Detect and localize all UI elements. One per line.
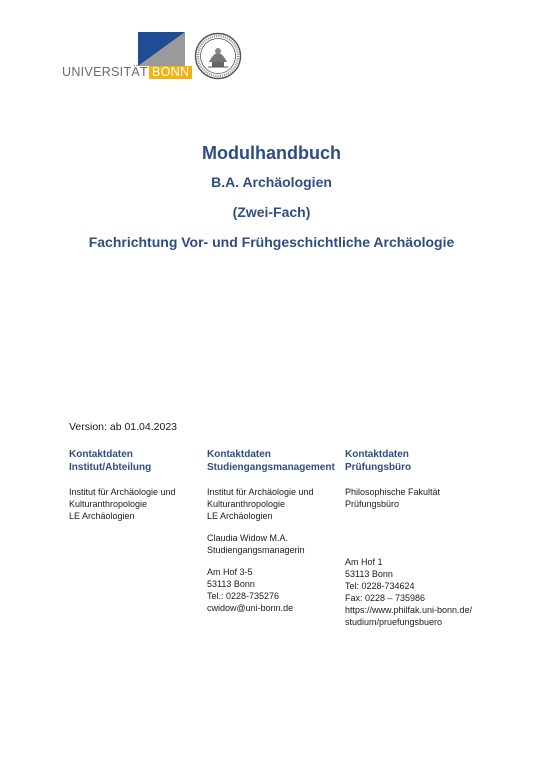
email-link[interactable]: cwidow@uni-bonn.de: [207, 603, 294, 613]
address-group: Institut für Archäologie und Kulturanthropologie LE Archäologien: [207, 487, 314, 521]
university-logo-mark-icon: [138, 32, 185, 66]
address-group: Institut für Archäologie und Kulturanthropologie LE Archäologien: [69, 487, 176, 521]
address-group: Philosophische Fakultät Prüfungsbüro: [345, 487, 441, 509]
column-header: Kontaktdaten Prüfungsbüro: [345, 449, 412, 473]
address-group: Am Hof 1 53113 Bonn Tel: 0228-734624 Fax: 0228 – 735986 https://www.philfak.uni-bonn.de/ studium/pruefungsbuero: [345, 556, 505, 628]
column-header: Kontaktdaten Institut/Abteilung: [69, 449, 152, 473]
document-title: Modulhandbuch: [202, 143, 341, 163]
contact-column-program-management: [207, 448, 341, 614]
title-block: [0, 140, 543, 252]
contact-person-group: Claudia Widow M.A. Studiengangsmanagerin: [207, 533, 305, 555]
website-link-continued[interactable]: studium/pruefungsbuero: [345, 617, 443, 627]
logo-bonn-word: BONN: [149, 66, 192, 79]
column-header: Kontaktdaten Studiengangsmanagement: [207, 449, 335, 473]
program-type: (Zwei-Fach): [232, 204, 311, 220]
field-title: Fachrichtung Vor- und Frühgeschichtliche Archäologie: [88, 234, 455, 250]
degree-title: B.A. Archäologien: [211, 174, 332, 190]
contact-column-exam-office: [345, 448, 505, 628]
version-date: Version: ab 01.04.2023: [69, 421, 178, 433]
address-group: Am Hof 3-5 53113 Bonn Tel.: 0228-735276 cwidow@uni-bonn.de: [207, 566, 341, 614]
logo-university-word: UNIVERSITÄT: [62, 65, 148, 79]
contact-column-institute: [69, 448, 199, 522]
university-logo-wordmark: [62, 66, 192, 79]
website-link[interactable]: https://www.philfak.uni-bonn.de/: [345, 605, 473, 615]
university-seal-icon: [194, 32, 242, 80]
